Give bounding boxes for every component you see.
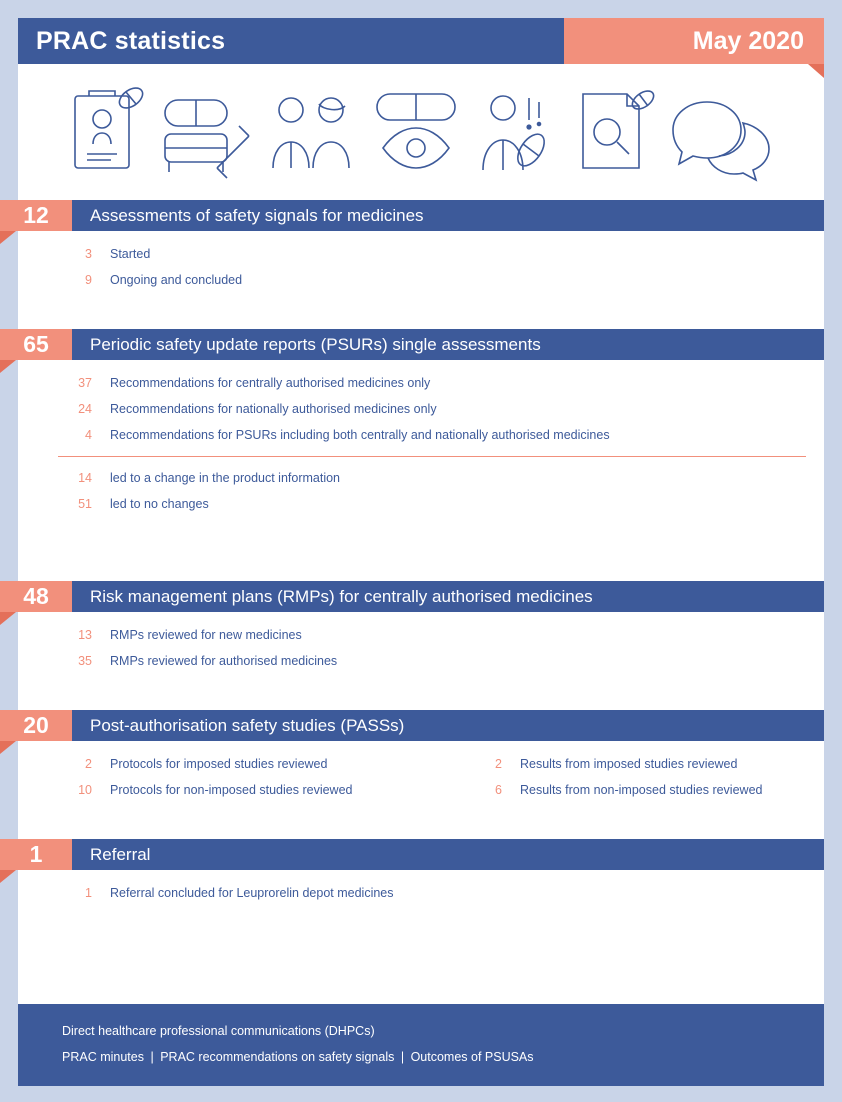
- row-label: Recommendations for nationally authorised medicines only: [110, 402, 437, 416]
- list-item: [18, 267, 824, 293]
- header-date-fold: [808, 64, 824, 78]
- spacer: [18, 803, 824, 833]
- section-title: Periodic safety update reports (PSURs) single assessments: [72, 329, 824, 360]
- spacer: [18, 517, 824, 575]
- page-title: PRAC statistics: [18, 18, 564, 64]
- infographic-sheet: [18, 18, 824, 1086]
- row-number: 14: [78, 471, 92, 485]
- row-label: Protocols for imposed studies reviewed: [110, 757, 328, 771]
- list-item: [18, 751, 824, 777]
- person-alert-icon: [473, 82, 565, 182]
- speech-bubbles-icon: [667, 82, 777, 182]
- row-number: 13: [78, 628, 92, 642]
- badge-fold: [0, 231, 16, 244]
- list-item: [18, 465, 824, 491]
- row-label: Results from imposed studies reviewed: [520, 757, 738, 771]
- section-count-badge: [0, 581, 72, 612]
- capsule-eye-icon: [369, 82, 467, 182]
- section-rmps: [18, 581, 824, 674]
- list-item: [18, 648, 824, 674]
- row-label: Results from non-imposed studies reviewed: [520, 783, 763, 797]
- row-label: Started: [110, 247, 151, 261]
- row-number: 24: [78, 402, 92, 416]
- row-label: led to a change in the product information: [110, 471, 341, 485]
- list-item: [18, 422, 824, 448]
- section-title: Assessments of safety signals for medicines: [72, 200, 824, 231]
- list-item: [18, 622, 824, 648]
- footer-link-prac-minutes[interactable]: PRAC minutes: [62, 1050, 144, 1064]
- section-rows: [18, 231, 824, 293]
- list-item: [18, 370, 824, 396]
- row-number: 9: [85, 273, 92, 287]
- row-label: led to no changes: [110, 497, 209, 511]
- section-title: Referral: [72, 839, 824, 870]
- section-count: 65: [23, 331, 49, 357]
- section-count-badge: [0, 710, 72, 741]
- badge-fold: [0, 741, 16, 754]
- row-label: Protocols for non-imposed studies reviewed: [110, 783, 353, 797]
- footer-links: [62, 1044, 824, 1070]
- row-left: [18, 751, 448, 777]
- section-count: 1: [29, 841, 43, 867]
- list-item: [18, 777, 824, 803]
- badge-fold: [0, 612, 16, 625]
- section-title: Post-authorisation safety studies (PASSs): [72, 710, 824, 741]
- section-rows: [18, 612, 824, 674]
- capsule-bed-icon: [157, 82, 257, 182]
- header-date-wrap: [564, 18, 824, 64]
- section-title: Risk management plans (RMPs) for centrally authorised medicines: [72, 581, 824, 612]
- row-number: 35: [78, 654, 92, 668]
- section-rows: [18, 360, 824, 517]
- footer-separator: |: [150, 1050, 154, 1064]
- section-count-badge: [0, 200, 72, 231]
- section-psurs: [18, 329, 824, 517]
- footer-link-psusas[interactable]: Outcomes of PSUSAs: [410, 1050, 534, 1064]
- row-number: 2: [495, 757, 502, 771]
- list-item: [18, 241, 824, 267]
- row-right: [448, 751, 737, 777]
- section-bar: [18, 839, 824, 870]
- header-date: May 2020: [564, 18, 824, 64]
- footer-separator: |: [400, 1050, 405, 1064]
- section-count: 20: [23, 712, 49, 738]
- row-number: 37: [78, 376, 92, 390]
- clipboard-patient-icon: [65, 82, 151, 182]
- row-label: Recommendations for PSURs including both centrally and nationally authorised medicines: [110, 428, 610, 442]
- row-number: 4: [85, 428, 92, 442]
- list-item: [18, 491, 824, 517]
- row-number: 10: [78, 783, 92, 797]
- row-right: [448, 777, 762, 803]
- row-label: Recommendations for centrally authorised medicines only: [110, 376, 431, 390]
- section-count: 48: [23, 583, 49, 609]
- spacer: [18, 293, 824, 323]
- section-rows: [18, 870, 824, 906]
- divider: [58, 456, 806, 457]
- badge-fold: [0, 360, 16, 373]
- section-count-badge: [0, 839, 72, 870]
- row-number: 6: [495, 783, 502, 797]
- row-number: 51: [78, 497, 92, 511]
- spacer: [18, 674, 824, 704]
- row-label: Referral concluded for Leuprorelin depot medicines: [110, 886, 394, 900]
- two-people-icon: [263, 82, 363, 182]
- row-number: 1: [85, 886, 92, 900]
- section-safety-signals: [18, 200, 824, 293]
- row-number: 3: [85, 247, 92, 261]
- section-count: 12: [23, 202, 49, 228]
- row-left: [18, 777, 448, 803]
- section-bar: [18, 581, 824, 612]
- row-label: RMPs reviewed for new medicines: [110, 628, 302, 642]
- icon-strip: [18, 64, 824, 194]
- header: [18, 18, 824, 64]
- row-label: Ongoing and concluded: [110, 273, 243, 287]
- section-bar: [18, 329, 824, 360]
- section-rows: [18, 741, 824, 803]
- badge-fold: [0, 870, 16, 883]
- section-count-badge: [0, 329, 72, 360]
- footer-dhpc-link[interactable]: Direct healthcare professional communications (DHPCs): [62, 1024, 375, 1038]
- list-item: [18, 396, 824, 422]
- row-number: 2: [85, 757, 92, 771]
- section-referral: [18, 839, 824, 906]
- section-passs: [18, 710, 824, 803]
- footer: [18, 1004, 824, 1086]
- section-bar: [18, 710, 824, 741]
- row-label: RMPs reviewed for authorised medicines: [110, 654, 338, 668]
- list-item: [18, 880, 824, 906]
- section-bar: [18, 200, 824, 231]
- document-magnifier-icon: [571, 82, 661, 182]
- footer-link-prac-recommendations[interactable]: PRAC recommendations on safety signals: [160, 1050, 395, 1064]
